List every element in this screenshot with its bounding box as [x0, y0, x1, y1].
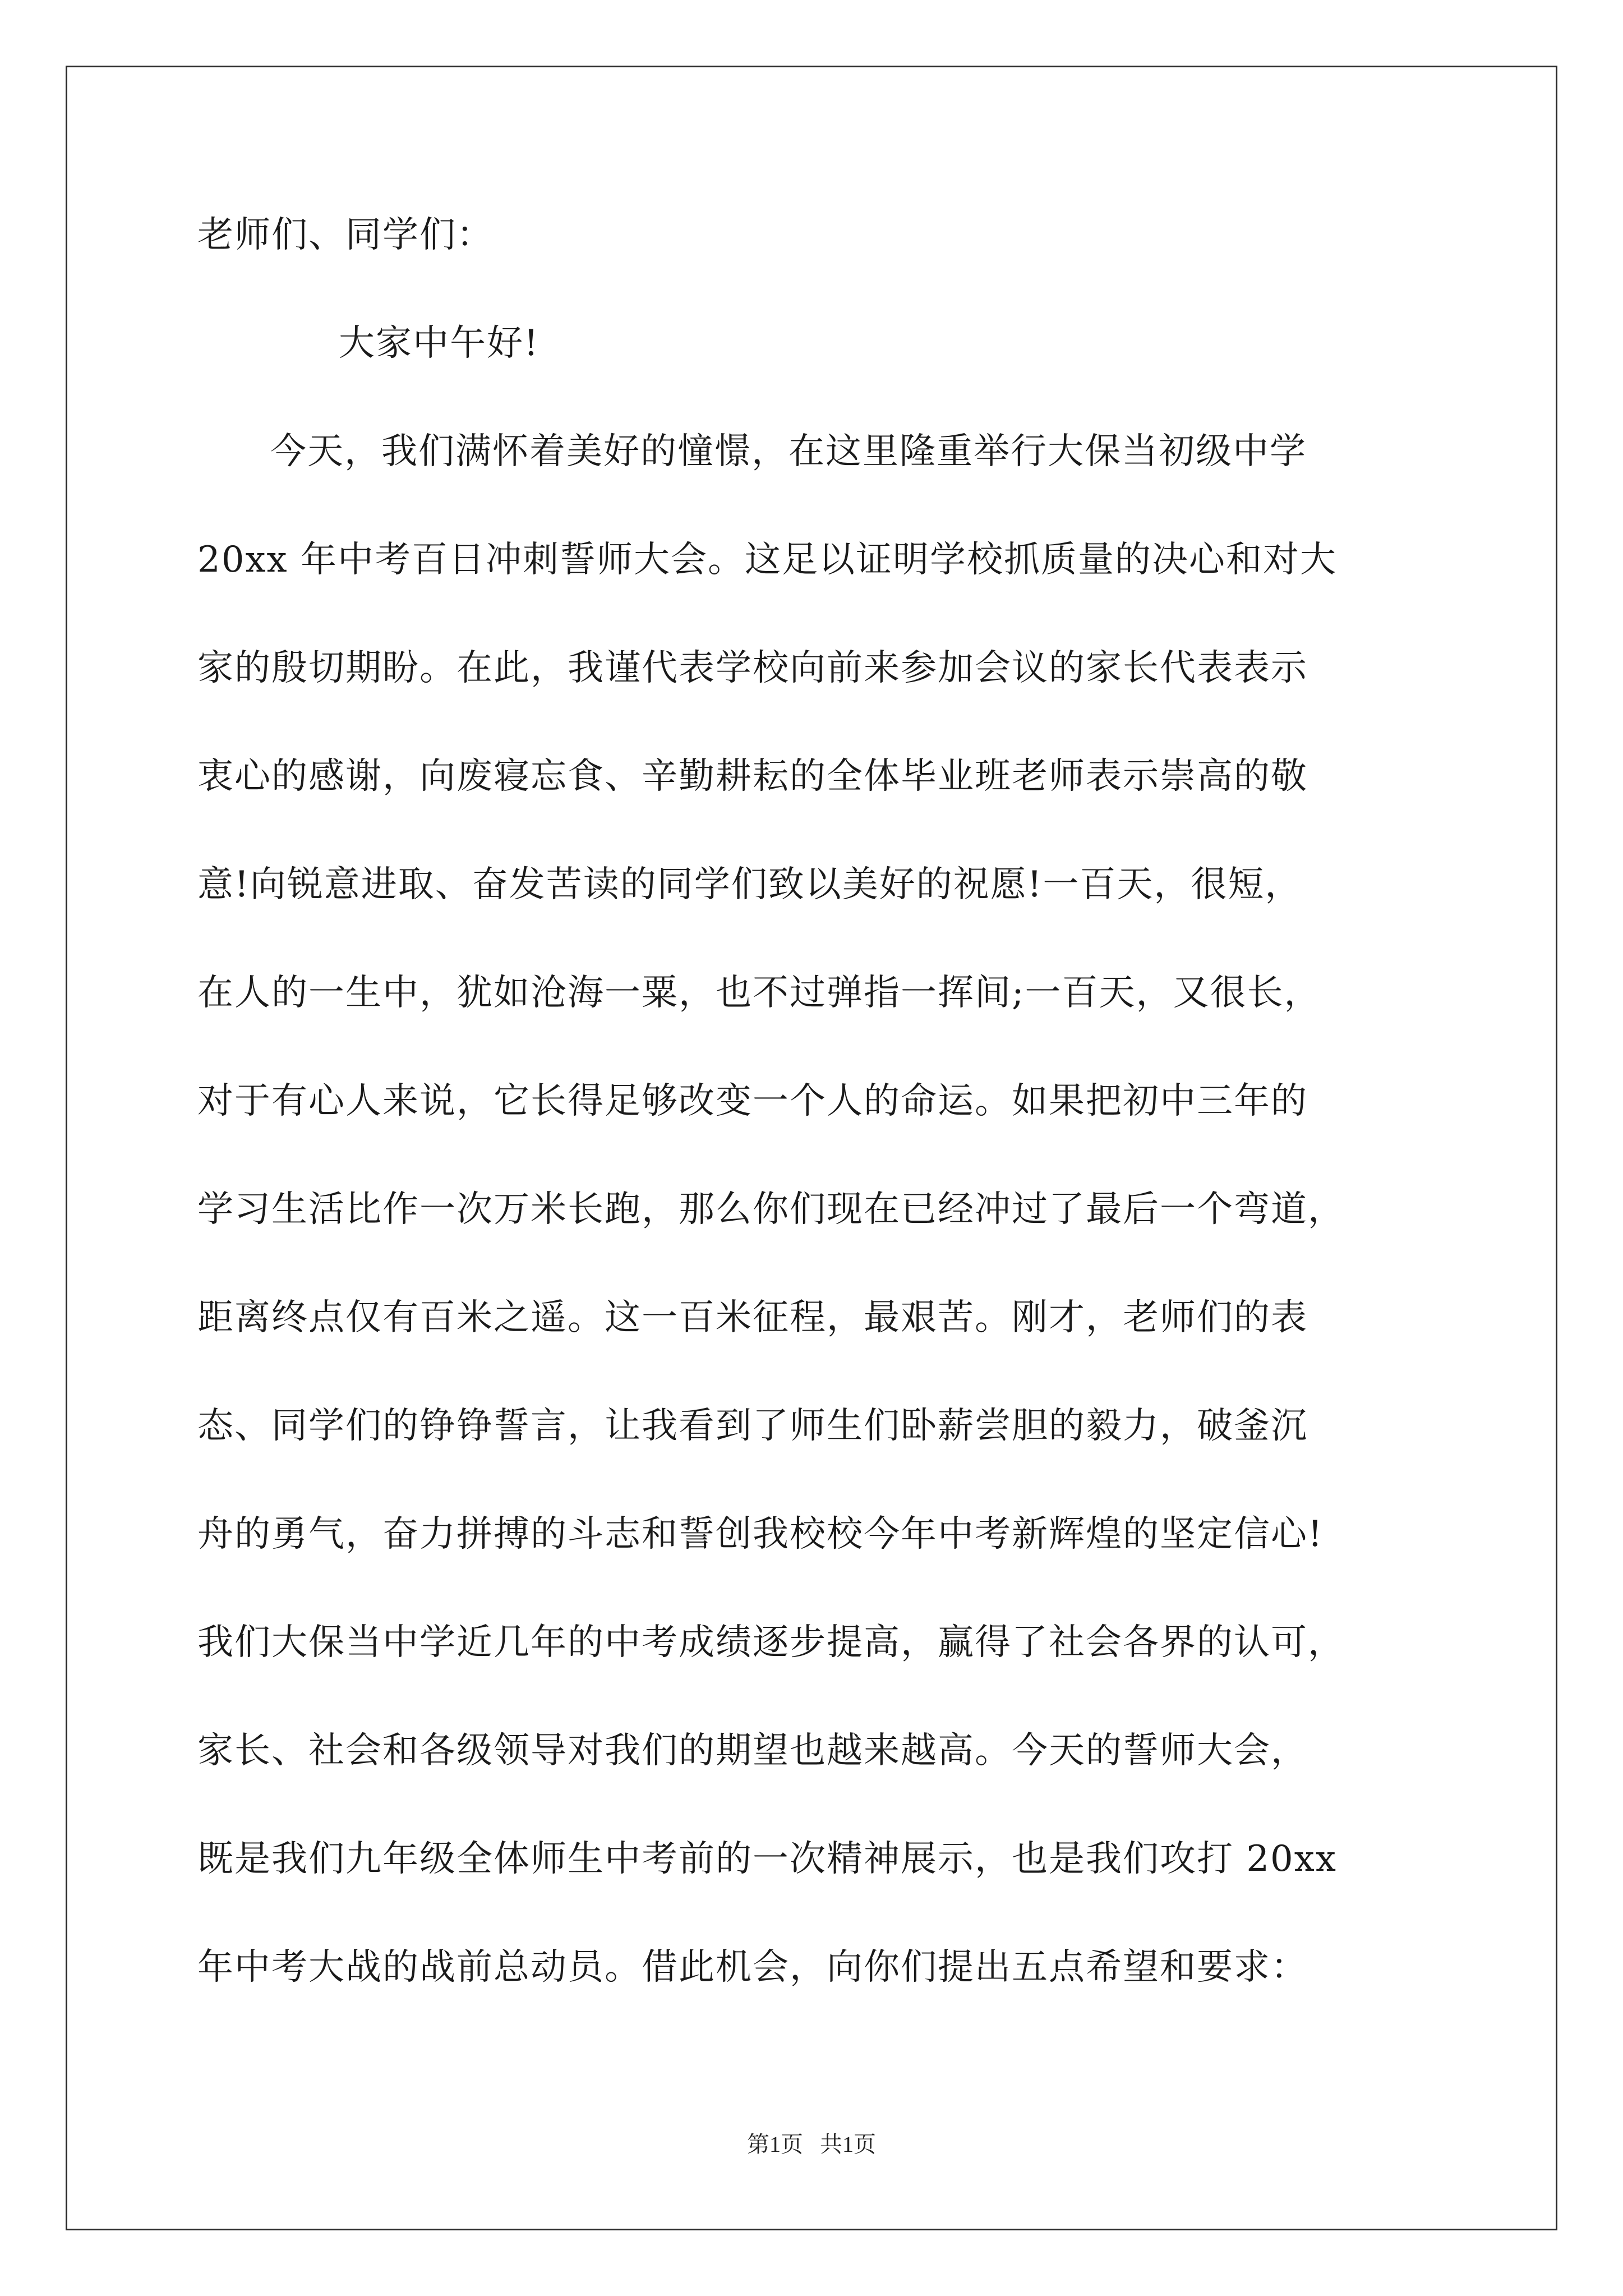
paragraph-line: 学习生活比作一次万米长跑，那么你们现在已经冲过了最后一个弯道， — [197, 1189, 1345, 1230]
paragraph-line: 衷心的感谢，向废寝忘食、辛勤耕耘的全体毕业班老师表示崇高的敬 — [197, 756, 1308, 797]
paragraph-line: 家长、社会和各级领导对我们的期望也越来越高。今天的誓师大会， — [197, 1730, 1308, 1772]
paragraph-line: 在人的一生中，犹如沧海一粟，也不过弹指一挥间;一百天，又很长， — [197, 972, 1321, 1014]
paragraph-line: 我们大保当中学近几年的中考成绩逐步提高，赢得了社会各界的认可， — [197, 1622, 1345, 1663]
document-body — [197, 214, 1431, 2058]
speech-paragraph — [197, 431, 1431, 2058]
paragraph-line: 今天，我们满怀着美好的憧憬，在这里隆重举行大保当初级中学 — [270, 431, 1307, 472]
page-number-footer: 第1页 共1页 — [747, 2132, 876, 2157]
paragraph-line: 家的殷切期盼。在此，我谨代表学校向前来参加会议的家长代表表示 — [197, 647, 1308, 689]
paragraph-line: 意!向锐意进取、奋发苦读的同学们致以美好的祝愿!一百天，很短， — [197, 864, 1302, 905]
paragraph-line: 距离终点仅有百米之遥。这一百米征程，最艰苦。刚才，老师们的表 — [197, 1297, 1308, 1338]
paragraph-line: 既是我们九年级全体师生中考前的一次精神展示，也是我们攻打 20xx — [197, 1838, 1337, 1880]
paragraph-line: 态、同学们的铮铮誓言，让我看到了师生们卧薪尝胆的毅力，破釜沉 — [197, 1405, 1308, 1447]
greeting: 大家中午好! — [339, 323, 540, 364]
paragraph-line: 舟的勇气，奋力拼搏的斗志和誓创我校校今年中考新辉煌的坚定信心! — [197, 1513, 1324, 1555]
paragraph-line: 20xx 年中考百日冲刺誓师大会。这足以证明学校抓质量的决心和对大 — [197, 539, 1337, 581]
paragraph-line: 对于有心人来说，它长得足够改变一个人的命运。如果把初中三年的 — [197, 1080, 1308, 1122]
salutation: 老师们、同学们： — [197, 214, 494, 256]
paragraph-line: 年中考大战的战前总动员。借此机会，向你们提出五点希望和要求： — [197, 1947, 1308, 1988]
